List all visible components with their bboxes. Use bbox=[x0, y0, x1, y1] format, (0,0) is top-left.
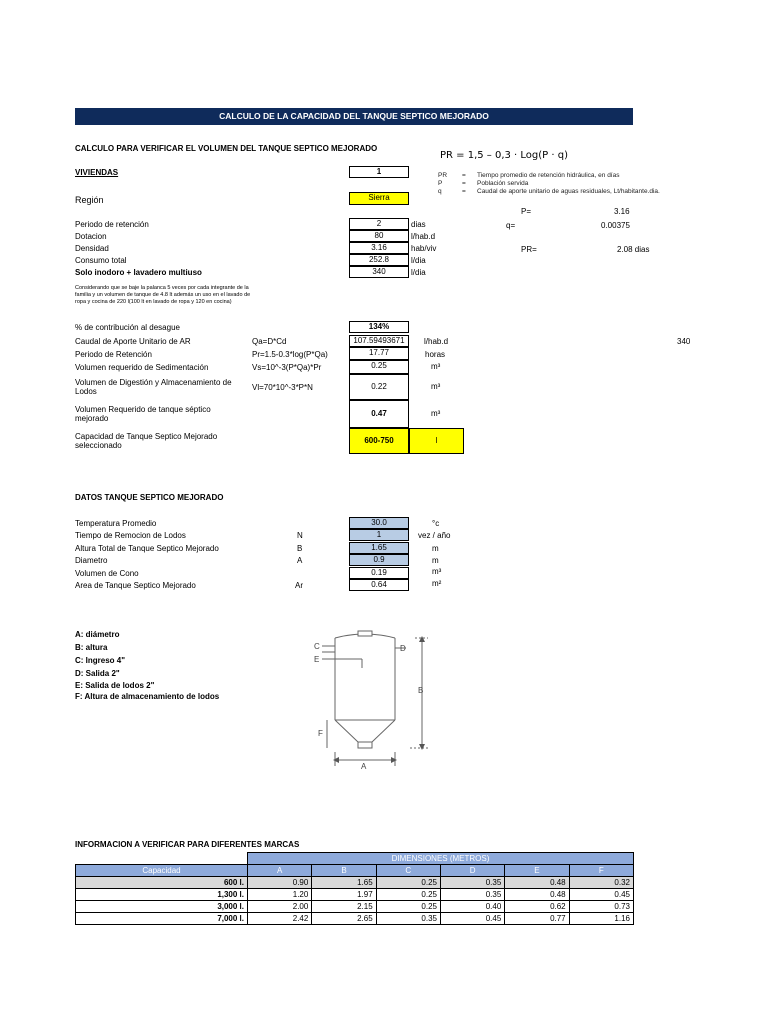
param-unit: dias bbox=[411, 220, 426, 229]
datos-sym: N bbox=[297, 531, 303, 540]
table-cell: 2.65 bbox=[312, 913, 376, 925]
column-header: D bbox=[440, 865, 504, 877]
datos-unit: vez / año bbox=[418, 531, 451, 540]
table-cell: 1,300 l. bbox=[76, 889, 248, 901]
table-row bbox=[76, 901, 634, 913]
calc-label: Capacidad de Tanque Septico Mejorado seleccionado bbox=[75, 432, 218, 450]
datos-label: Diametro bbox=[75, 556, 108, 565]
calc-unit: horas bbox=[425, 350, 446, 359]
legend-sym-pr: PR bbox=[438, 172, 448, 179]
calc-value: 17.77 bbox=[349, 347, 409, 360]
param-value[interactable]: 80 bbox=[349, 230, 409, 242]
table-cell: 0.25 bbox=[376, 889, 440, 901]
legend-eq-pr: = bbox=[462, 172, 466, 179]
column-header: B bbox=[312, 865, 376, 877]
diagram-label-c: C bbox=[314, 642, 320, 651]
calc-label: Volumen requerido de Sedimentación bbox=[75, 363, 209, 372]
table-cell: 0.40 bbox=[440, 901, 504, 913]
datos-value: 0.19 bbox=[349, 567, 409, 579]
dim-legend-item: F: Altura de almacenamiento de lodos bbox=[75, 692, 220, 701]
datos-sym: Ar bbox=[295, 581, 303, 590]
q-label: q= bbox=[506, 221, 516, 230]
retention-formula: PR = 1,5 – 0,3 · Log(P · q) bbox=[440, 150, 568, 161]
param-unit: l/dia bbox=[411, 268, 426, 277]
param-unit: hab/viv bbox=[411, 244, 437, 253]
p-value: 3.16 bbox=[614, 207, 630, 216]
calc-formula: Pr=1.5-0.3*log(P*Qa) bbox=[252, 350, 328, 359]
brands-heading: INFORMACION A VERIFICAR PARA DIFERENTES MARCAS bbox=[75, 840, 300, 849]
table-cell: 0.32 bbox=[569, 877, 633, 889]
datos-label: Area de Tanque Septico Mejorado bbox=[75, 581, 196, 590]
calc-value: 0.47 bbox=[349, 400, 409, 428]
param-label: Consumo total bbox=[75, 256, 127, 265]
legend-eq-q: = bbox=[462, 188, 466, 195]
calc-label: % de contribución al desague bbox=[75, 323, 180, 332]
column-header: E bbox=[505, 865, 569, 877]
calc-unit: l/hab.d bbox=[424, 337, 449, 346]
group-header: DIMENSIONES (METROS) bbox=[248, 853, 634, 865]
table-cell: 0.90 bbox=[248, 877, 312, 889]
region-label: Región bbox=[75, 195, 104, 205]
table-cell: 0.35 bbox=[376, 913, 440, 925]
table-row bbox=[76, 889, 634, 901]
brands-table bbox=[75, 852, 634, 925]
table-cell: 2.00 bbox=[248, 901, 312, 913]
dim-legend-item: B: altura bbox=[75, 643, 108, 652]
calc-label: Periodo de Retención bbox=[75, 350, 152, 359]
dim-legend-item: E: Salida de lodos 2" bbox=[75, 681, 155, 690]
calc-label: Volumen Requerido de tanque séptico mejorado bbox=[75, 405, 211, 423]
table-cell: 0.35 bbox=[440, 877, 504, 889]
param-unit: l/dia bbox=[411, 256, 426, 265]
table-row bbox=[76, 913, 634, 925]
datos-input[interactable]: 30.0 bbox=[349, 517, 409, 529]
table-cell: 2.42 bbox=[248, 913, 312, 925]
calc-value: 107.59493671 bbox=[349, 335, 409, 347]
column-header: Capacidad bbox=[76, 865, 248, 877]
p-label: P= bbox=[521, 207, 532, 216]
calc-formula: Vs=10^-3(P*Qa)*Pr bbox=[252, 363, 322, 372]
dim-legend-item: D: Salida 2" bbox=[75, 669, 120, 678]
table-cell: 0.48 bbox=[505, 889, 569, 901]
datos-label: Volumen de Cono bbox=[75, 569, 139, 578]
diagram-label-a: A bbox=[361, 762, 367, 770]
calc-label: Volumen de Digestión y Almacenamiento de Lodos bbox=[75, 378, 232, 396]
param-label: Densidad bbox=[75, 244, 109, 253]
calc-value: 0.22 bbox=[349, 374, 409, 400]
table-row bbox=[76, 877, 634, 889]
param-value[interactable]: 3.16 bbox=[349, 242, 409, 254]
legend-desc-q: Caudal de aporte unitario de aguas residuales, Lt/habitante.dia. bbox=[477, 188, 660, 195]
param-unit: l/hab.d bbox=[411, 232, 436, 241]
table-cell: 0.45 bbox=[569, 889, 633, 901]
datos-heading: DATOS TANQUE SEPTICO MEJORADO bbox=[75, 493, 224, 502]
calc-unit: m³ bbox=[431, 362, 441, 371]
datos-input[interactable]: 0.9 bbox=[349, 554, 409, 566]
table-cell: 1.20 bbox=[248, 889, 312, 901]
legend-sym-q: q bbox=[438, 188, 442, 195]
table-cell: 0.48 bbox=[505, 877, 569, 889]
param-label: Dotacion bbox=[75, 232, 107, 241]
dim-legend-item: C: Ingreso 4" bbox=[75, 656, 126, 665]
selected-capacity: 600-750 bbox=[349, 428, 409, 454]
table-cell: 0.73 bbox=[569, 901, 633, 913]
note-text: Considerando que se baje la palanca 5 veces por cada integrante de la familia y un volumen de tanque de 4.8 lt además un uso en el lavado de ropa y cocina de 220 l(100 lt en lavado de ropa y 120 en cocina) bbox=[75, 285, 251, 305]
calc-value: 134% bbox=[349, 321, 409, 333]
legend-sym-p: P bbox=[438, 180, 443, 187]
datos-unit: m bbox=[432, 556, 439, 565]
datos-input[interactable]: 1.65 bbox=[349, 542, 409, 554]
table-cell: 7,000 l. bbox=[76, 913, 248, 925]
table-cell: 0.25 bbox=[376, 901, 440, 913]
table-cell: 0.45 bbox=[440, 913, 504, 925]
datos-unit: m³ bbox=[432, 567, 442, 576]
table-cell: 0.77 bbox=[505, 913, 569, 925]
param-label: Periodo de retención bbox=[75, 220, 149, 229]
tank-diagram bbox=[300, 628, 440, 770]
calc-value: 0.25 bbox=[349, 360, 409, 374]
datos-label: Tiempo de Remocion de Lodos bbox=[75, 531, 186, 540]
diagram-label-b: B bbox=[418, 686, 424, 695]
legend-desc-p: Población servida bbox=[477, 180, 529, 187]
table-cell: 0.62 bbox=[505, 901, 569, 913]
calc-unit: m³ bbox=[431, 409, 441, 418]
table-cell: 600 l. bbox=[76, 877, 248, 889]
viviendas-label: VIVIENDAS bbox=[75, 168, 119, 177]
verify-heading: CALCULO PARA VERIFICAR EL VOLUMEN DEL TANQUE SEPTICO MEJORADO bbox=[75, 144, 378, 153]
datos-unit: m² bbox=[432, 579, 442, 588]
pr-label: PR= bbox=[521, 245, 537, 254]
region-select[interactable]: Sierra bbox=[349, 192, 409, 205]
q-value: 0.00375 bbox=[601, 221, 630, 230]
datos-unit: °c bbox=[432, 519, 440, 528]
datos-label: Temperatura Promedio bbox=[75, 519, 157, 528]
diagram-label-f: F bbox=[318, 729, 323, 738]
param-value[interactable]: 2 bbox=[349, 218, 409, 230]
column-header: C bbox=[376, 865, 440, 877]
calc-formula: Vl=70*10^-3*P*N bbox=[252, 383, 313, 392]
table-cell: 1.97 bbox=[312, 889, 376, 901]
group-header-spacer bbox=[76, 853, 248, 865]
legend-desc-pr: Tiempo promedio de retención hidráulica, en días bbox=[477, 172, 620, 179]
table-cell: 3,000 l. bbox=[76, 901, 248, 913]
param-value[interactable]: 340 bbox=[349, 266, 409, 278]
calc-unit: m³ bbox=[431, 382, 441, 391]
pr-value: 2.08 dias bbox=[617, 245, 650, 254]
diagram-label-d: D bbox=[400, 644, 406, 653]
datos-unit: m bbox=[432, 544, 439, 553]
table-cell: 2.15 bbox=[312, 901, 376, 913]
table-cell: 0.35 bbox=[440, 889, 504, 901]
param-label: Solo inodoro + lavadero multiuso bbox=[75, 268, 202, 277]
datos-label: Altura Total de Tanque Septico Mejorado bbox=[75, 544, 219, 553]
datos-input[interactable]: 1 bbox=[349, 529, 409, 541]
column-header: F bbox=[569, 865, 633, 877]
viviendas-input[interactable]: 1 bbox=[349, 166, 409, 178]
datos-value: 0.64 bbox=[349, 579, 409, 591]
far-right-value: 340 bbox=[677, 337, 691, 346]
calc-formula: Qa=D*Cd bbox=[252, 337, 287, 346]
table-cell: 1.65 bbox=[312, 877, 376, 889]
datos-sym: B bbox=[297, 544, 303, 553]
page-title: CALCULO DE LA CAPACIDAD DEL TANQUE SEPTICO MEJORADO bbox=[75, 108, 633, 125]
diagram-label-e: E bbox=[314, 655, 320, 664]
table-cell: 0.25 bbox=[376, 877, 440, 889]
column-header: A bbox=[248, 865, 312, 877]
dim-legend-item: A: diámetro bbox=[75, 630, 120, 639]
datos-sym: A bbox=[297, 556, 303, 565]
legend-eq-p: = bbox=[462, 180, 466, 187]
param-value[interactable]: 252.8 bbox=[349, 254, 409, 266]
table-cell: 1.16 bbox=[569, 913, 633, 925]
calc-label: Caudal de Aporte Unitario de AR bbox=[75, 337, 191, 346]
selected-capacity-unit: l bbox=[409, 428, 464, 454]
